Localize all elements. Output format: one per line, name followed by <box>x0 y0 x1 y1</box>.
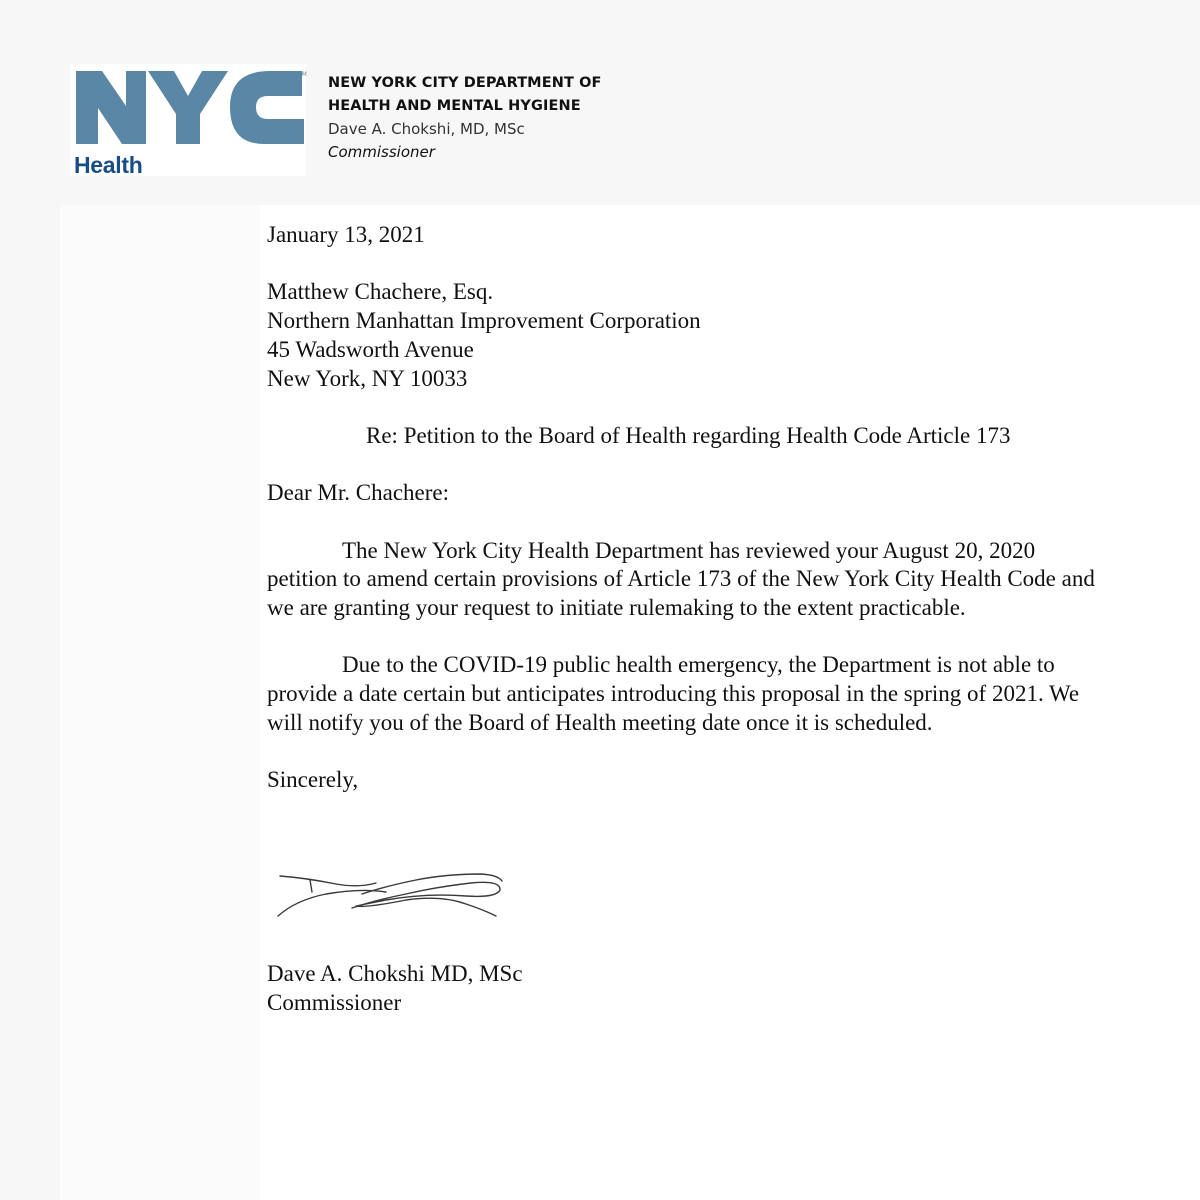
nyc-logo-letter-y <box>148 71 228 144</box>
department-name-line1: NEW YORK CITY DEPARTMENT OF <box>328 75 602 91</box>
trademark-mark: TM <box>298 71 307 78</box>
logo-health-label: Health <box>74 152 143 178</box>
salutation: Dear Mr. Chachere: <box>267 480 450 506</box>
letter-content <box>267 221 1107 795</box>
commissioner-name: Dave A. Chokshi, MD, MSc <box>328 120 525 138</box>
commissioner-title: Commissioner <box>328 143 435 161</box>
recipient-organization: Northern Manhattan Improvement Corporation <box>267 308 701 334</box>
signature-image <box>266 850 514 928</box>
nyc-logo-letter-c <box>230 71 304 144</box>
closing-phrase: Sincerely, <box>267 767 359 793</box>
letterhead <box>328 72 602 164</box>
body-paragraph-2: Due to the COVID-19 public health emergency, the Department is not able to provide a date certain but anticipates introducing this proposal in the spring of 2021. We will notify you of the Board of Health meeting date once it is scheduled. <box>267 652 1080 735</box>
letter-date: January 13, 2021 <box>267 222 425 247</box>
signer-name: Dave A. Chokshi MD, MSc <box>267 961 523 986</box>
body-paragraph-1: The New York City Health Department has reviewed your August 20, 2020 petition to amend certain provisions of Article 173 of the New York City Health Code and we are granting your request to initiate rulemaking to the extent practicable. <box>267 537 1095 621</box>
left-margin <box>60 205 260 1200</box>
recipient-name: Matthew Chachere, Esq. <box>267 279 494 305</box>
recipient-address-line1: 45 Wadsworth Avenue <box>267 336 474 362</box>
nyc-logo-letter-n <box>76 71 146 144</box>
department-name-line2: HEALTH AND MENTAL HYGIENE <box>328 98 581 114</box>
signer-block <box>267 960 523 1017</box>
signer-title: Commissioner <box>267 989 402 1015</box>
subject-line: Re: Petition to the Board of Health regarding Health Code Article 173 <box>366 422 1011 448</box>
recipient-address-line2: New York, NY 10033 <box>267 365 468 391</box>
